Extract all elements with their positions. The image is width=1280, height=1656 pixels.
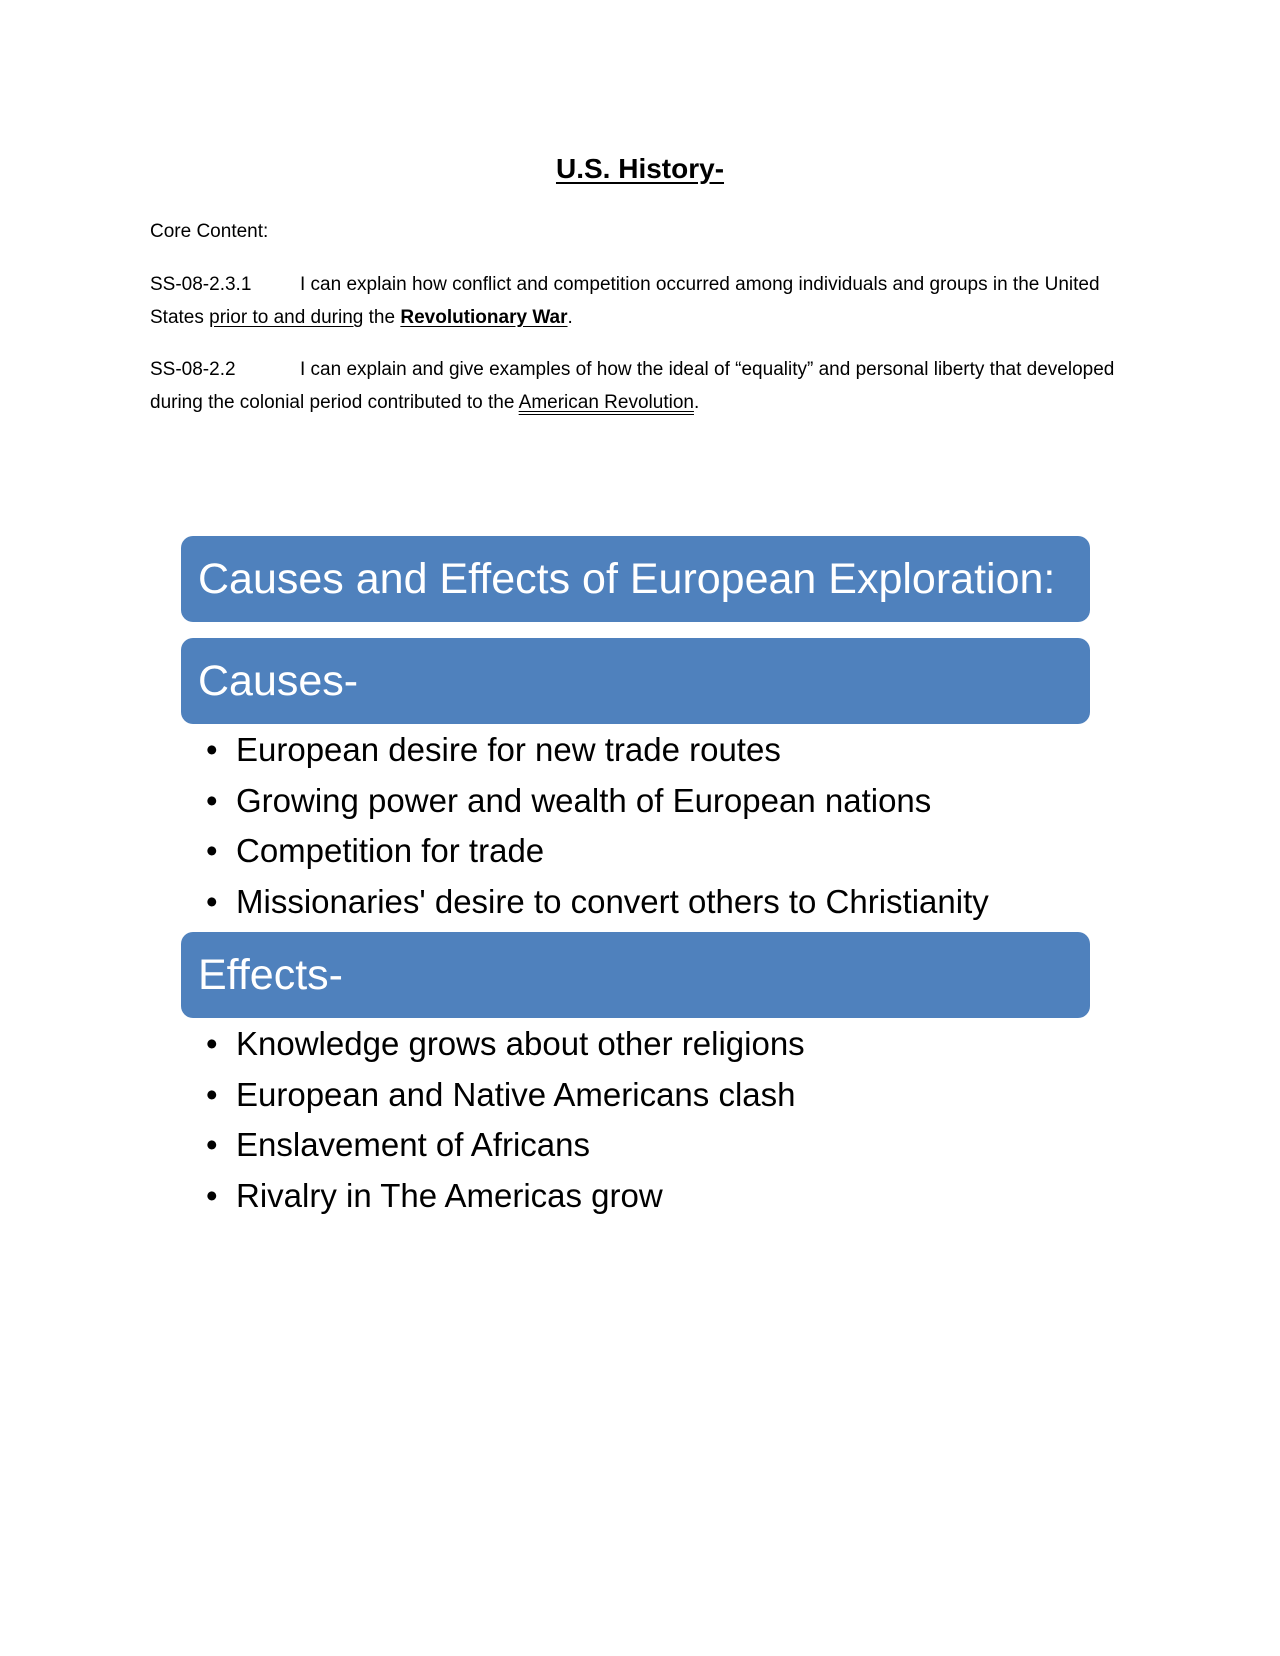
list-item-text: Enslavement of Africans <box>236 1126 591 1163</box>
standard-text: I can explain how conflict and competition occurred among individuals and groups in the United States <box>150 274 1100 328</box>
causes-label: Causes- <box>198 656 359 705</box>
bullet-icon: • <box>206 1025 218 1062</box>
standard-text: the <box>363 307 401 328</box>
list-item-text: European desire for new trade routes <box>236 731 781 768</box>
standard-underlined-text: American Revolution <box>518 392 694 413</box>
standard-text: . <box>567 307 573 328</box>
list-item <box>206 1070 805 1121</box>
standard-code: SS-08-2.2 <box>150 359 236 380</box>
list-item-text: Rivalry in The Americas grow <box>236 1176 663 1214</box>
list-item <box>206 1120 805 1171</box>
bullet-icon: • <box>206 1176 218 1214</box>
list-item-text: Missionaries' desire to convert others to Christianity <box>236 882 989 920</box>
standard-text: I can explain and give examples of how the ideal of “equality” and personal liberty that developed during the colonial period contributed to the <box>150 359 1115 413</box>
bullet-icon: • <box>206 1075 218 1113</box>
causes-bar <box>181 638 1090 724</box>
core-content-label: Core Content: <box>150 221 269 242</box>
effects-list <box>206 1019 805 1221</box>
standard-underlined-text: prior to and during <box>209 307 364 328</box>
standard-2 <box>150 353 1140 419</box>
causes-list <box>206 725 989 927</box>
list-item <box>206 725 989 776</box>
diagram-heading-bar <box>181 536 1090 622</box>
list-item <box>206 1171 805 1222</box>
effects-label: Effects- <box>198 950 343 999</box>
bullet-icon: • <box>206 731 218 768</box>
list-item-text: Knowledge grows about other religions <box>236 1025 805 1062</box>
standard-code: SS-08-2.3.1 <box>150 274 252 295</box>
list-item-text: Competition for trade <box>236 832 545 869</box>
list-item <box>206 776 989 827</box>
standard-bold-underlined-text: Revolutionary War <box>400 307 568 328</box>
list-item-text: Growing power and wealth of European nations <box>236 781 932 819</box>
bullet-icon: • <box>206 832 218 869</box>
effects-bar <box>181 932 1090 1018</box>
list-item <box>206 1019 805 1070</box>
list-item <box>206 826 989 877</box>
page-title: U.S. History- <box>555 153 725 184</box>
bullet-icon: • <box>206 882 218 920</box>
list-item <box>206 877 989 928</box>
list-item-text: European and Native Americans clash <box>236 1075 796 1113</box>
standard-1 <box>150 268 1140 334</box>
diagram-heading: Causes and Effects of European Exploration: <box>198 554 1056 603</box>
bullet-icon: • <box>206 781 218 819</box>
bullet-icon: • <box>206 1126 218 1163</box>
standard-text: . <box>693 392 700 413</box>
